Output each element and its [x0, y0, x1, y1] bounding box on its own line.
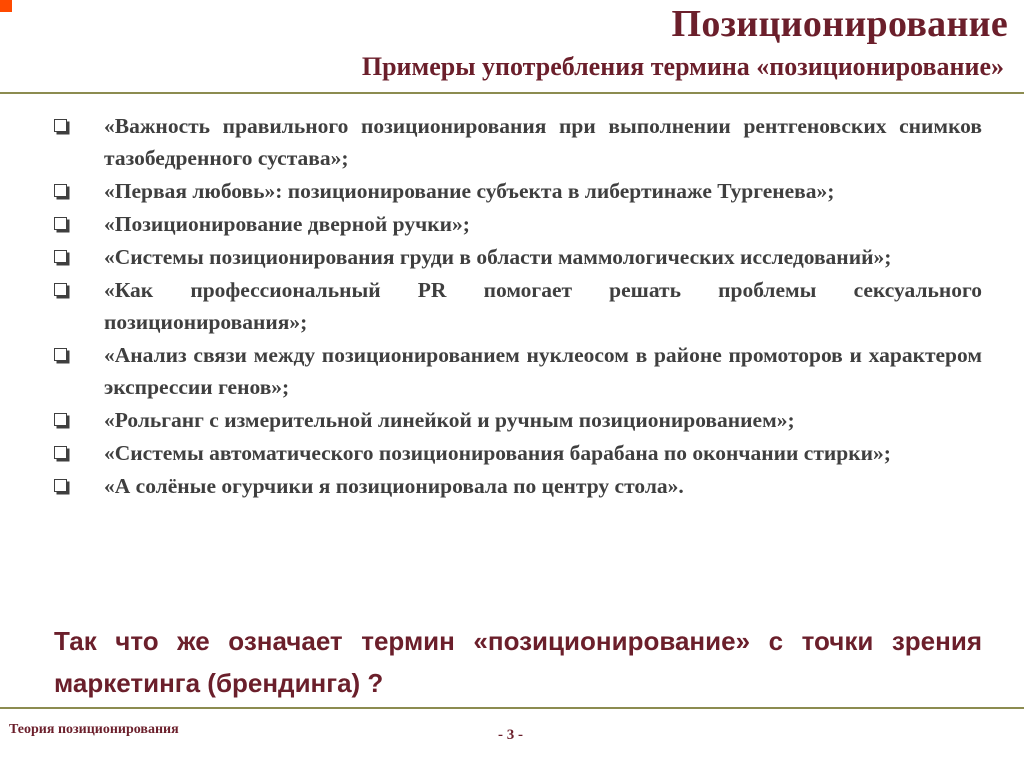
footer-course-name: Теория позиционирования	[9, 722, 179, 737]
checkbox-square-icon	[54, 446, 67, 459]
slide-subtitle: Примеры употребления термина «позиционирование»	[361, 52, 1004, 81]
bullet-text: «Позиционирование дверной ручки»;	[104, 212, 470, 236]
bullet-text: «Важность правильного позиционирования при выполнении рентгеновских снимков тазобедренного сустава»;	[104, 114, 982, 170]
checkbox-square-icon	[54, 217, 67, 230]
bullet-text: «Рольганг с измерительной линейкой и ручным позиционированием»;	[104, 408, 795, 432]
list-item	[54, 470, 982, 502]
bullet-text: «Анализ связи между позиционированием нуклеосом в районе промоторов и характером экспрессии генов»;	[104, 343, 982, 399]
list-item	[54, 437, 982, 469]
checkbox-square-icon	[54, 119, 67, 132]
list-item	[54, 404, 982, 436]
checkbox-square-icon	[54, 348, 67, 361]
bullet-text: «Как профессиональный PR помогает решать проблемы сексуального позиционирования»;	[104, 278, 982, 334]
footer-divider	[0, 707, 1024, 709]
closing-question: Так что же означает термин «позиционирование» с точки зрения маркетинга (брендинга) ?	[54, 626, 982, 698]
slide-title: Позиционирование	[671, 3, 1008, 45]
checkbox-square-icon	[54, 479, 67, 492]
checkbox-square-icon	[54, 283, 67, 296]
bullet-text: «Системы автоматического позиционирования барабана по окончании стирки»;	[104, 441, 891, 465]
list-item	[54, 110, 982, 174]
header-divider	[0, 92, 1024, 94]
list-item	[54, 208, 982, 240]
checkbox-square-icon	[54, 413, 67, 426]
list-item	[54, 241, 982, 273]
bullet-text: «Первая любовь»: позиционирование субъекта в либертинаже Тургенева»;	[104, 179, 835, 203]
corner-accent	[0, 0, 12, 12]
bullet-list	[54, 110, 982, 503]
list-item	[54, 274, 982, 338]
list-item	[54, 175, 982, 207]
checkbox-square-icon	[54, 250, 67, 263]
bullet-text: «А солёные огурчики я позиционировала по центру стола».	[104, 474, 684, 498]
list-item	[54, 339, 982, 403]
bullet-text: «Системы позиционирования груди в области маммологических исследований»;	[104, 245, 892, 269]
page-number: - 3 -	[498, 727, 523, 743]
checkbox-square-icon	[54, 184, 67, 197]
